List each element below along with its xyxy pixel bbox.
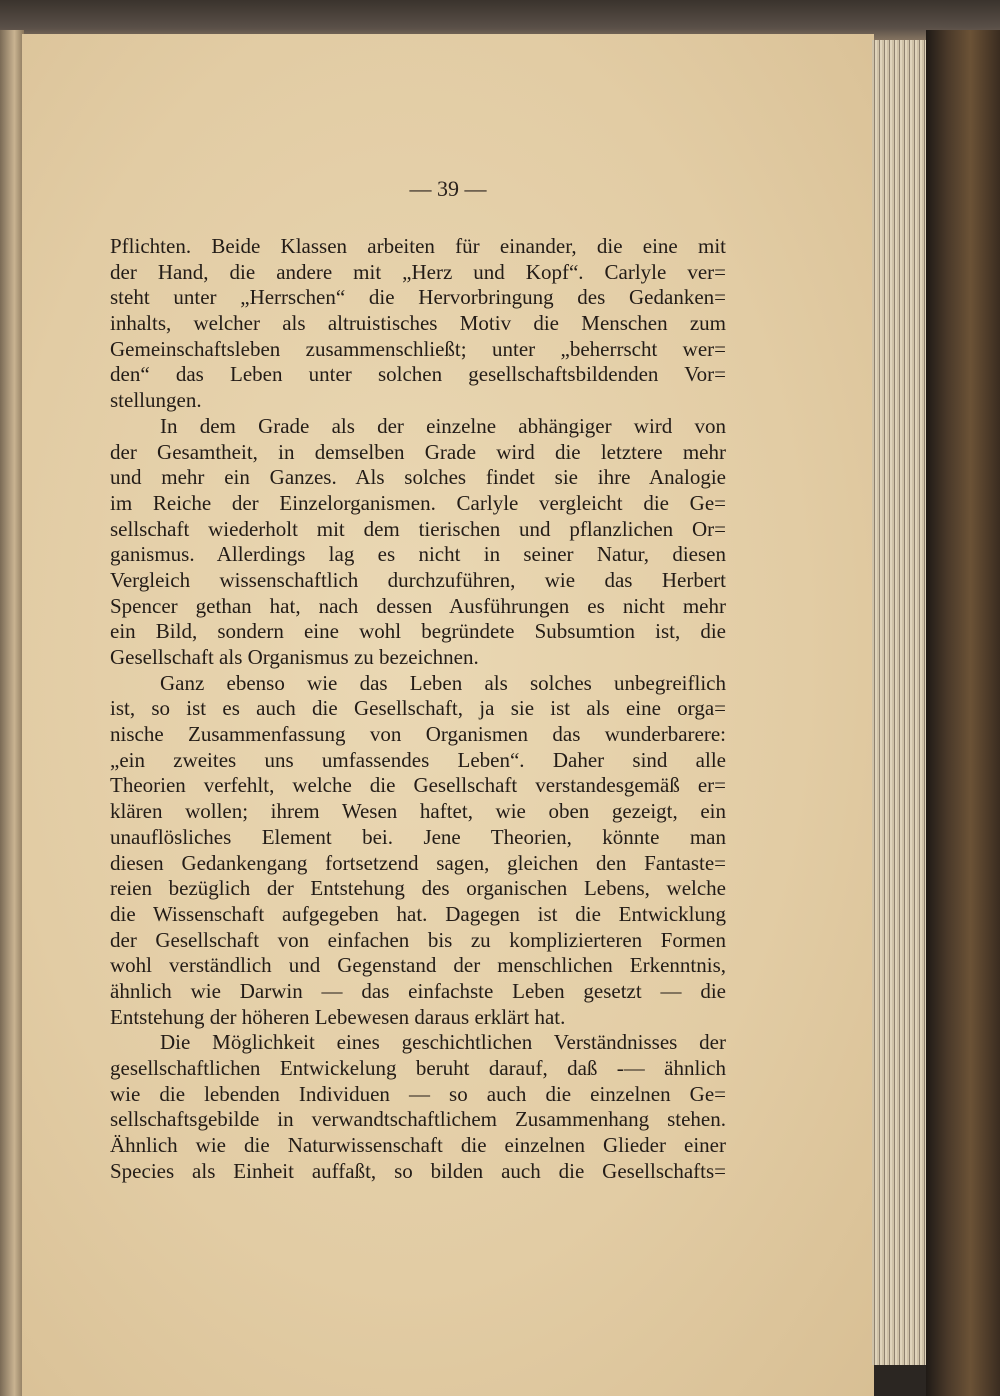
page-number: — 39 — [409, 176, 487, 201]
text-line: ganismus. Allerdings lag es nicht in seiner Natur, diesen [110, 542, 726, 567]
text-line: und mehr ein Ganzes. Als solches findet sie ihre Analogie [110, 465, 726, 490]
text-line: „ein zweites uns umfassendes Leben“. Daher sind alle [110, 747, 726, 772]
text-line: im Reiche der Einzelorganismen. Carlyle vergleicht die Ge= [110, 490, 726, 515]
text-line: klären wollen; ihrem Wesen haftet, wie oben gezeigt, ein [110, 799, 726, 824]
text-line: inhalts, welcher als altruistisches Motiv die Menschen zum [110, 311, 726, 336]
book-cover [926, 30, 1000, 1396]
text-line: Die Möglichkeit eines geschichtlichen Verständnisses der [160, 1030, 726, 1055]
text-line: stellungen. [110, 388, 202, 413]
text-line: den“ das Leben unter solchen gesellschaftsbildenden Vor= [110, 362, 726, 387]
text-line: wie die lebenden Individuen — so auch die einzelnen Ge= [110, 1081, 726, 1106]
page-edges [872, 40, 926, 1365]
text-line: der Gesellschaft von einfachen bis zu komplizierteren Formen [110, 927, 726, 952]
text-line: ähnlich wie Darwin — das einfachste Leben gesetzt — die [110, 978, 726, 1003]
text-line: Species als Einheit auffaßt, so bilden auch die Gesellschafts= [110, 1158, 726, 1183]
text-line: die Wissenschaft aufgegeben hat. Dagegen ist die Entwicklung [110, 901, 726, 926]
text-line: sellschaft wiederholt mit dem tierischen und pflanzlichen Or= [110, 516, 726, 541]
text-line: Ganz ebenso wie das Leben als solches unbegreiflich [160, 670, 726, 695]
text-line: unauflösliches Element bei. Jene Theorien, könnte man [110, 824, 726, 849]
text-line: ist, so ist es auch die Gesellschaft, ja sie ist als eine orga= [110, 696, 726, 721]
text-line: Ähnlich wie die Naturwissenschaft die einzelnen Glieder einer [110, 1133, 726, 1158]
text-line: sellschaftsgebilde in verwandtschaftlichem Zusammenhang stehen. [110, 1107, 726, 1132]
text-line: diesen Gedankengang fortsetzend sagen, gleichen den Fantaste= [110, 850, 726, 875]
text-line: Entstehung der höheren Lebewesen daraus erklärt hat. [110, 1004, 566, 1029]
text-line: nische Zusammenfassung von Organismen das wunderbarere: [110, 722, 726, 747]
text-line: ein Bild, sondern eine wohl begründete Subsumtion ist, die [110, 619, 726, 644]
text-line: In dem Grade als der einzelne abhängiger wird von [160, 413, 726, 438]
text-line: der Hand, die andere mit „Herz und Kopf“. Carlyle ver= [110, 259, 726, 284]
text-line: der Gesamtheit, in demselben Grade wird die letztere mehr [110, 439, 726, 464]
text-line: reien bezüglich der Entstehung des organischen Lebens, welche [110, 876, 726, 901]
text-line: Gemeinschaftsleben zusammenschließt; unter „beherrscht wer= [110, 336, 726, 361]
text-line: Vergleich wissenschaftlich durchzuführen, wie das Herbert [110, 567, 726, 592]
left-page-edge [0, 30, 24, 1396]
text-line: steht unter „Herrschen“ die Hervorbringung des Gedanken= [110, 285, 726, 310]
body-text [110, 234, 726, 1184]
text-line: Theorien verfehlt, welche die Gesellschaft verstandesgemäß er= [110, 773, 726, 798]
text-line: Gesellschaft als Organismus zu bezeichnen. [110, 645, 479, 669]
text-line: Spencer gethan hat, nach dessen Ausführungen es nicht mehr [110, 593, 726, 618]
text-line: wohl verständlich und Gegenstand der menschlichen Erkenntnis, [110, 953, 726, 978]
text-line: gesellschaftlichen Entwickelung beruht darauf, daß -— ähnlich [110, 1056, 726, 1080]
book-page [22, 34, 874, 1396]
text-line: Pflichten. Beide Klassen arbeiten für einander, die eine mit [110, 234, 726, 258]
